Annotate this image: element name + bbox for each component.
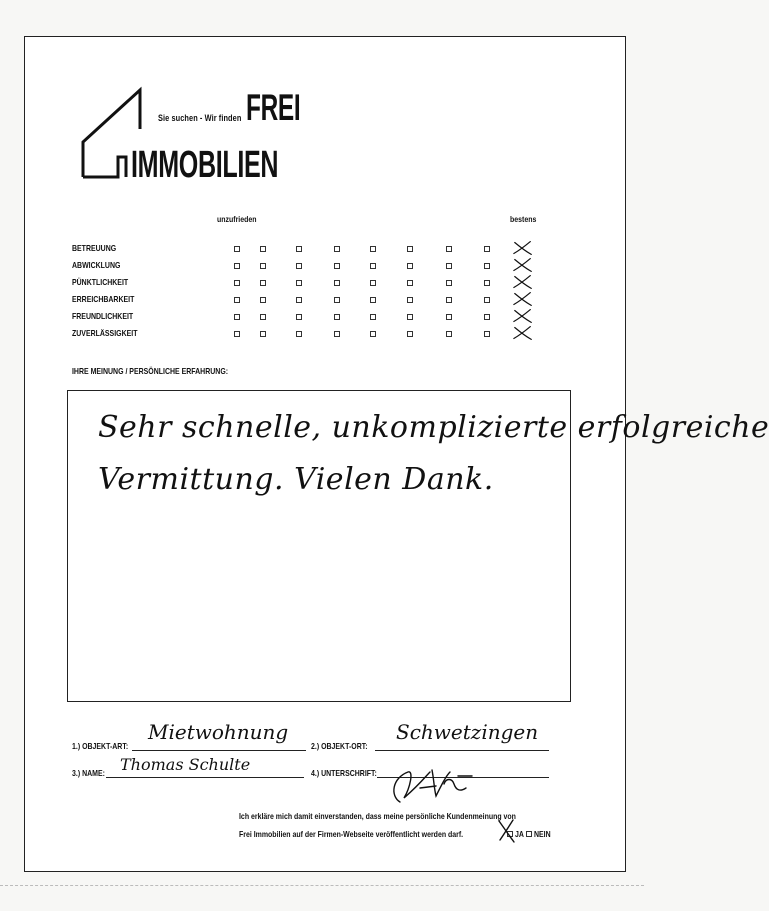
consent-yes-label: JA — [515, 829, 524, 839]
criterion-erreichbarkeit: ERREICHBARKEIT — [72, 294, 135, 304]
brand-name-frei: FREI — [246, 87, 301, 128]
rating-checkbox[interactable] — [234, 263, 240, 269]
criterion-abwicklung: ABWICKLUNG — [72, 260, 121, 270]
rating-checkbox[interactable] — [296, 246, 302, 252]
consent-no-label: NEIN — [534, 829, 551, 839]
rating-checkbox[interactable] — [370, 246, 376, 252]
rating-checkbox[interactable] — [234, 314, 240, 320]
scale-low-label: unzufrieden — [217, 214, 257, 224]
rating-checkbox[interactable] — [370, 314, 376, 320]
rating-checkbox[interactable] — [334, 314, 340, 320]
opinion-text-line-1: Sehr schnelle, unkomplizierte erfolgreiche — [98, 410, 769, 445]
cross-mark-icon — [512, 257, 534, 273]
rating-checkbox[interactable] — [234, 280, 240, 286]
rating-checkbox[interactable] — [407, 314, 413, 320]
rating-checkbox[interactable] — [260, 263, 266, 269]
name-field[interactable]: Thomas Schulte — [120, 755, 251, 774]
rating-checkbox[interactable] — [334, 297, 340, 303]
scan-edge-artifact — [0, 885, 644, 887]
rating-checkbox[interactable] — [234, 297, 240, 303]
rating-checkbox[interactable] — [370, 331, 376, 337]
consent-text-line-2: Frei Immobilien auf der Firmen-Webseite veröffentlicht werden darf. — [239, 829, 464, 839]
rating-checkbox[interactable] — [370, 297, 376, 303]
criterion-zuverlaessigkeit: ZUVERLÄSSIGKEIT — [72, 328, 138, 338]
rating-checkbox[interactable] — [484, 297, 490, 303]
rating-checkbox[interactable] — [296, 331, 302, 337]
rating-checkbox[interactable] — [446, 331, 452, 337]
rating-checkbox[interactable] — [334, 280, 340, 286]
brand-tagline: Sie suchen - Wir finden — [158, 113, 242, 123]
objekt-art-label: 1.) OBJEKT-ART: — [72, 741, 129, 751]
rating-checkbox[interactable] — [446, 297, 452, 303]
cross-mark-icon — [512, 325, 534, 341]
criterion-puenktlichkeit: PÜNKTLICHKEIT — [72, 277, 129, 287]
rating-checkbox[interactable] — [296, 314, 302, 320]
rating-checkbox[interactable] — [446, 263, 452, 269]
rating-checkbox[interactable] — [407, 263, 413, 269]
name-label: 3.) NAME: — [72, 768, 105, 778]
rating-checkbox[interactable] — [407, 331, 413, 337]
rating-checkbox[interactable] — [407, 297, 413, 303]
rating-checkbox[interactable] — [296, 280, 302, 286]
rating-checkbox[interactable] — [334, 246, 340, 252]
rating-checkbox[interactable] — [334, 331, 340, 337]
rating-checkbox[interactable] — [260, 331, 266, 337]
opinion-text-line-2: Vermittung. Vielen Dank. — [98, 462, 494, 497]
rating-checkbox[interactable] — [296, 297, 302, 303]
rating-checkbox[interactable] — [234, 246, 240, 252]
criterion-betreuung: BETREUUNG — [72, 243, 117, 253]
objekt-ort-field[interactable]: Schwetzingen — [396, 720, 539, 744]
rating-checkbox[interactable] — [484, 246, 490, 252]
consent-text-line-1: Ich erkläre mich damit einverstanden, dass meine persönliche Kundenmeinung von — [239, 811, 516, 821]
rating-checkbox[interactable] — [484, 263, 490, 269]
cross-mark-icon — [512, 291, 534, 307]
brand-name-immobilien: IMMOBILIEN — [131, 144, 279, 186]
signature-image[interactable] — [380, 758, 480, 808]
rating-checkbox[interactable] — [370, 263, 376, 269]
objekt-ort-label: 2.) OBJEKT-ORT: — [311, 741, 368, 751]
rating-checkbox[interactable] — [484, 331, 490, 337]
objekt-art-line — [132, 750, 306, 751]
unterschrift-label: 4.) UNTERSCHRIFT: — [311, 768, 377, 778]
cross-mark-icon — [512, 308, 534, 324]
rating-checkbox[interactable] — [260, 297, 266, 303]
rating-checkbox[interactable] — [260, 246, 266, 252]
opinion-section-label: IHRE MEINUNG / PERSÖNLICHE ERFAHRUNG: — [72, 366, 229, 376]
scale-high-label: bestens — [510, 214, 537, 224]
rating-checkbox[interactable] — [446, 314, 452, 320]
rating-checkbox[interactable] — [446, 280, 452, 286]
objekt-ort-line — [375, 750, 549, 751]
rating-checkbox[interactable] — [407, 280, 413, 286]
rating-checkbox[interactable] — [260, 280, 266, 286]
cross-mark-icon — [512, 240, 534, 256]
rating-checkbox[interactable] — [407, 246, 413, 252]
rating-checkbox[interactable] — [234, 331, 240, 337]
cross-mark-icon — [512, 274, 534, 290]
rating-checkbox[interactable] — [484, 280, 490, 286]
rating-checkbox[interactable] — [370, 280, 376, 286]
consent-no-checkbox[interactable] — [526, 831, 532, 837]
rating-checkbox[interactable] — [260, 314, 266, 320]
rating-checkbox[interactable] — [484, 314, 490, 320]
rating-checkbox[interactable] — [446, 246, 452, 252]
objekt-art-field[interactable]: Mietwohnung — [148, 720, 289, 744]
rating-checkbox[interactable] — [296, 263, 302, 269]
criterion-freundlichkeit: FREUNDLICHKEIT — [72, 311, 134, 321]
rating-checkbox[interactable] — [334, 263, 340, 269]
name-line — [106, 777, 304, 778]
